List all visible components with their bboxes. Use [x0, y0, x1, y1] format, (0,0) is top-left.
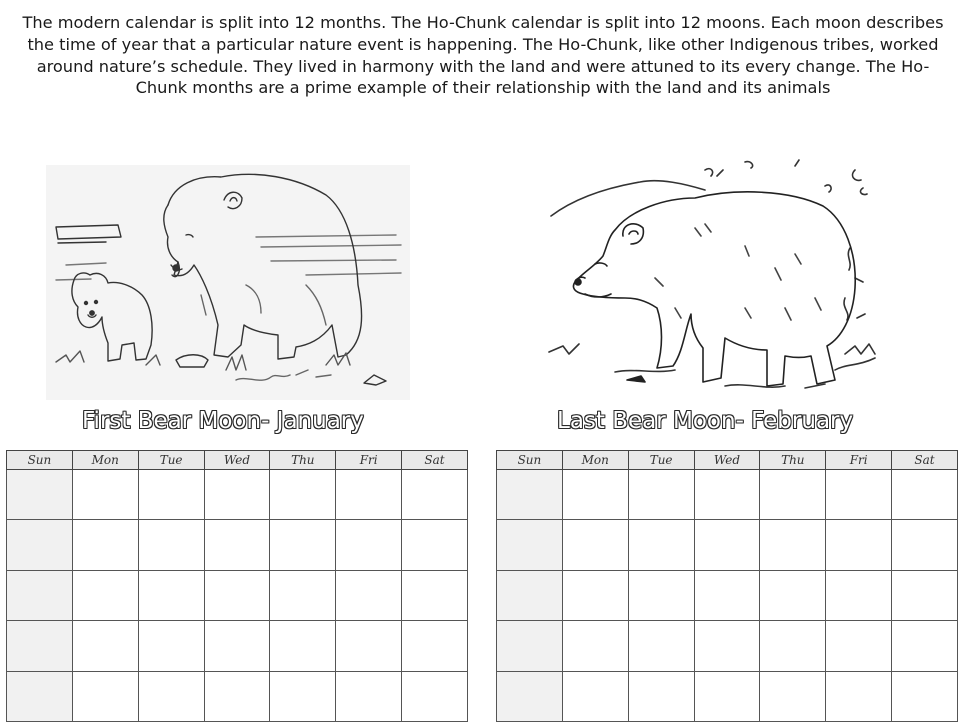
day-cell [402, 470, 468, 520]
day-cell [72, 570, 138, 620]
day-cell [562, 671, 628, 721]
day-cell [628, 470, 694, 520]
weekday-tue: Tue [628, 451, 694, 470]
weekday-fri: Fri [336, 451, 402, 470]
day-cell [760, 520, 826, 570]
week-row [7, 671, 468, 721]
day-cell [270, 470, 336, 520]
day-cell [892, 671, 958, 721]
day-cell [497, 570, 563, 620]
weekday-sun: Sun [497, 451, 563, 470]
day-cell [204, 470, 270, 520]
weekday-fri: Fri [826, 451, 892, 470]
day-cell [7, 671, 73, 721]
bear-with-cub-image [46, 165, 410, 400]
day-cell [138, 621, 204, 671]
day-cell [204, 570, 270, 620]
weekday-sat: Sat [402, 451, 468, 470]
weekday-sat: Sat [892, 451, 958, 470]
day-cell [336, 520, 402, 570]
day-cell [72, 520, 138, 570]
week-row [7, 570, 468, 620]
day-cell [694, 470, 760, 520]
day-cell [7, 621, 73, 671]
week-row [7, 470, 468, 520]
day-cell [694, 671, 760, 721]
day-cell [204, 621, 270, 671]
week-row [7, 520, 468, 570]
day-cell [628, 671, 694, 721]
weekday-header-row [497, 451, 958, 470]
day-cell [760, 570, 826, 620]
day-cell [826, 621, 892, 671]
week-row [7, 621, 468, 671]
day-cell [497, 520, 563, 570]
day-cell [892, 621, 958, 671]
day-cell [826, 520, 892, 570]
weekday-wed: Wed [204, 451, 270, 470]
day-cell [7, 470, 73, 520]
january-moon-title: First Bear Moon- January [82, 408, 364, 434]
day-cell [72, 621, 138, 671]
day-cell [760, 470, 826, 520]
day-cell [892, 520, 958, 570]
day-cell [138, 520, 204, 570]
day-cell [138, 671, 204, 721]
day-cell [72, 671, 138, 721]
day-cell [562, 520, 628, 570]
day-cell [204, 520, 270, 570]
day-cell [760, 671, 826, 721]
weekday-header-row [7, 451, 468, 470]
day-cell [270, 671, 336, 721]
day-cell [694, 621, 760, 671]
week-row [497, 520, 958, 570]
single-bear-image [545, 158, 885, 400]
day-cell [336, 470, 402, 520]
february-moon-title: Last Bear Moon- February [557, 408, 854, 434]
day-cell [892, 570, 958, 620]
day-cell [270, 520, 336, 570]
weekday-thu: Thu [760, 451, 826, 470]
day-cell [7, 520, 73, 570]
day-cell [270, 621, 336, 671]
day-cell [497, 671, 563, 721]
day-cell [628, 570, 694, 620]
day-cell [270, 570, 336, 620]
weekday-tue: Tue [138, 451, 204, 470]
day-cell [402, 621, 468, 671]
day-cell [562, 621, 628, 671]
day-cell [694, 520, 760, 570]
january-calendar-grid [6, 450, 468, 722]
february-calendar-grid [496, 450, 958, 722]
week-row [497, 570, 958, 620]
day-cell [497, 470, 563, 520]
day-cell [826, 671, 892, 721]
day-cell [694, 570, 760, 620]
day-cell [826, 470, 892, 520]
weekday-wed: Wed [694, 451, 760, 470]
day-cell [138, 470, 204, 520]
day-cell [497, 621, 563, 671]
day-cell [562, 470, 628, 520]
day-cell [336, 621, 402, 671]
day-cell [562, 570, 628, 620]
day-cell [336, 671, 402, 721]
week-row [497, 671, 958, 721]
weekday-mon: Mon [562, 451, 628, 470]
day-cell [138, 570, 204, 620]
day-cell [402, 570, 468, 620]
day-cell [72, 470, 138, 520]
intro-paragraph: The modern calendar is split into 12 months. The Ho-Chunk calendar is split into 12 moons. Each moon describes the time of year that a particular nature event is happening. The Ho-Chunk, like other Indigenous tribes, worked around nature’s schedule. They lived in harmony with the land and were attuned to its every change. The Ho-Chunk months are a prime example of their relationship with the land and its animals [22, 13, 944, 98]
day-cell [204, 671, 270, 721]
weekday-thu: Thu [270, 451, 336, 470]
week-row [497, 470, 958, 520]
day-cell [628, 520, 694, 570]
weekday-mon: Mon [72, 451, 138, 470]
day-cell [7, 570, 73, 620]
day-cell [402, 671, 468, 721]
day-cell [336, 570, 402, 620]
day-cell [826, 570, 892, 620]
day-cell [760, 621, 826, 671]
weekday-sun: Sun [7, 451, 73, 470]
day-cell [402, 520, 468, 570]
week-row [497, 621, 958, 671]
day-cell [892, 470, 958, 520]
day-cell [628, 621, 694, 671]
